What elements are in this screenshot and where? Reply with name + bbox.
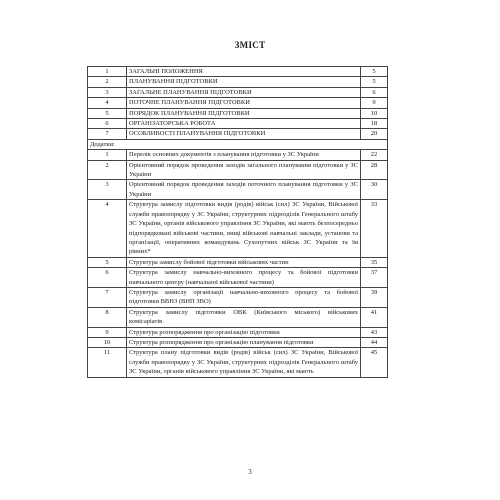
toc-page-number: 18 <box>361 119 388 129</box>
toc-number: 6 <box>88 268 127 288</box>
toc-page-number: 33 <box>361 200 388 257</box>
toc-number: 11 <box>88 348 127 377</box>
toc-row <box>88 327 388 337</box>
toc-page-number: 28 <box>361 160 388 180</box>
toc-page-number: 9 <box>361 98 388 108</box>
toc-number: 1 <box>88 150 127 160</box>
toc-number: 3 <box>88 87 127 97</box>
toc-number: 4 <box>88 200 127 257</box>
toc-page-number: 44 <box>361 337 388 347</box>
toc-row <box>88 348 388 377</box>
toc-page-number: 45 <box>361 348 388 377</box>
toc-entry-title: ЗАГАЛЬНІ ПОЛОЖЕННЯ <box>127 67 361 77</box>
toc-number: 9 <box>88 327 127 337</box>
toc-page-number: 43 <box>361 327 388 337</box>
toc-row <box>88 67 388 77</box>
toc-page-number: 37 <box>361 268 388 288</box>
toc-row <box>88 160 388 180</box>
toc-entry-title: Структура замислу підготовки ОВК (Київського міського) військових комісаріатів. <box>127 307 361 327</box>
toc-number: 2 <box>88 160 127 180</box>
toc-page-number: 5 <box>361 77 388 87</box>
toc-row <box>88 287 388 307</box>
toc-entry-title: ОСОБЛИВОСТІ ПЛАНУВАННЯ ПІДГОТОВКИ <box>127 129 361 139</box>
toc-number: 5 <box>88 257 127 267</box>
table-of-contents <box>87 66 388 378</box>
toc-number: 6 <box>88 119 127 129</box>
toc-number: 10 <box>88 337 127 347</box>
toc-entry-title: Структура замислу організації навчально-виховного процесу та бойової підготовки ВВНЗ (ВНП ЗВО) <box>127 287 361 307</box>
toc-entry-title: Структура плану підготовки видів (родів) військ (сил) ЗС України, Військової служби правопорядку у ЗС України, структурних підрозділів Генерального штабу ЗС України, органів військового управління ЗС України, які мають <box>127 348 361 377</box>
toc-row <box>88 180 388 200</box>
toc-row <box>88 307 388 327</box>
toc-entry-title: Орієнтовний порядок проведення заходів поточного планування підготовки у ЗС України <box>127 180 361 200</box>
toc-entry-title: ЗАГАЛЬНЕ ПЛАНУВАННЯ ПІДГОТОВКИ <box>127 87 361 97</box>
toc-row <box>88 337 388 347</box>
toc-number: 3 <box>88 180 127 200</box>
toc-number: 8 <box>88 307 127 327</box>
toc-entry-title: Структура замислу підготовки видів (родів) військ (сил) ЗС України, Військової служби правопорядку у ЗС України, структурних підрозділів Генерального штабу ЗС України, органів військового управління ЗС України, які мають безпосередньо підпорядковані військові частини, вищі військові навчальні заклади, установи та організації, оперативних командувань Сухопутних військ ЗС України та їм рівних* <box>127 200 361 257</box>
toc-page-number: 6 <box>361 87 388 97</box>
toc-entry-title: ПОРЯДОК ПЛАНУВАННЯ ПІДГОТОВКИ <box>127 108 361 118</box>
toc-row <box>88 268 388 288</box>
toc-row <box>88 77 388 87</box>
toc-entry-title: ПОТОЧНЕ ПЛАНУВАННЯ ПІДГОТОВКИ <box>127 98 361 108</box>
toc-number: 2 <box>88 77 127 87</box>
toc-number: 4 <box>88 98 127 108</box>
toc-row <box>88 87 388 97</box>
toc-row <box>88 150 388 160</box>
toc-row <box>88 108 388 118</box>
toc-page-number: 39 <box>361 287 388 307</box>
toc-entry-title: Перелік основних документів з планування підготовки у ЗС України <box>127 150 361 160</box>
toc-page-number: 30 <box>361 180 388 200</box>
toc-row <box>88 257 388 267</box>
toc-entry-title: ПЛАНУВАННЯ ПІДГОТОВКИ <box>127 77 361 87</box>
toc-number: 5 <box>88 108 127 118</box>
appendix-label: Додатки: <box>88 139 388 149</box>
toc-page-number: 5 <box>361 67 388 77</box>
toc-page-number: 35 <box>361 257 388 267</box>
toc-number: 7 <box>88 287 127 307</box>
toc-row <box>88 119 388 129</box>
page-number: 3 <box>248 468 252 476</box>
toc-number: 7 <box>88 129 127 139</box>
toc-row <box>88 129 388 139</box>
toc-page-number: 20 <box>361 129 388 139</box>
toc-entry-title: Структура замислу бойової підготовки військових частин <box>127 257 361 267</box>
toc-page-number: 22 <box>361 150 388 160</box>
document-title: ЗМІСТ <box>234 40 266 50</box>
toc-row <box>88 200 388 257</box>
toc-entry-title: ОРГАНІЗАТОРСЬКА РОБОТА <box>127 119 361 129</box>
toc-entry-title: Структура замислу навчально-виховного процесу та бойової підготовки навчального центру (навчальної військової частини) <box>127 268 361 288</box>
toc-entry-title: Орієнтовний порядок проведення заходів загального планування підготовки у ЗС України <box>127 160 361 180</box>
toc-entry-title: Структура розпорядження про організацію планування підготовки <box>127 337 361 347</box>
toc-page-number: 10 <box>361 108 388 118</box>
toc-row <box>88 98 388 108</box>
toc-entry-title: Структура розпорядження про організацію підготовки <box>127 327 361 337</box>
toc-page-number: 41 <box>361 307 388 327</box>
toc-number: 1 <box>88 67 127 77</box>
